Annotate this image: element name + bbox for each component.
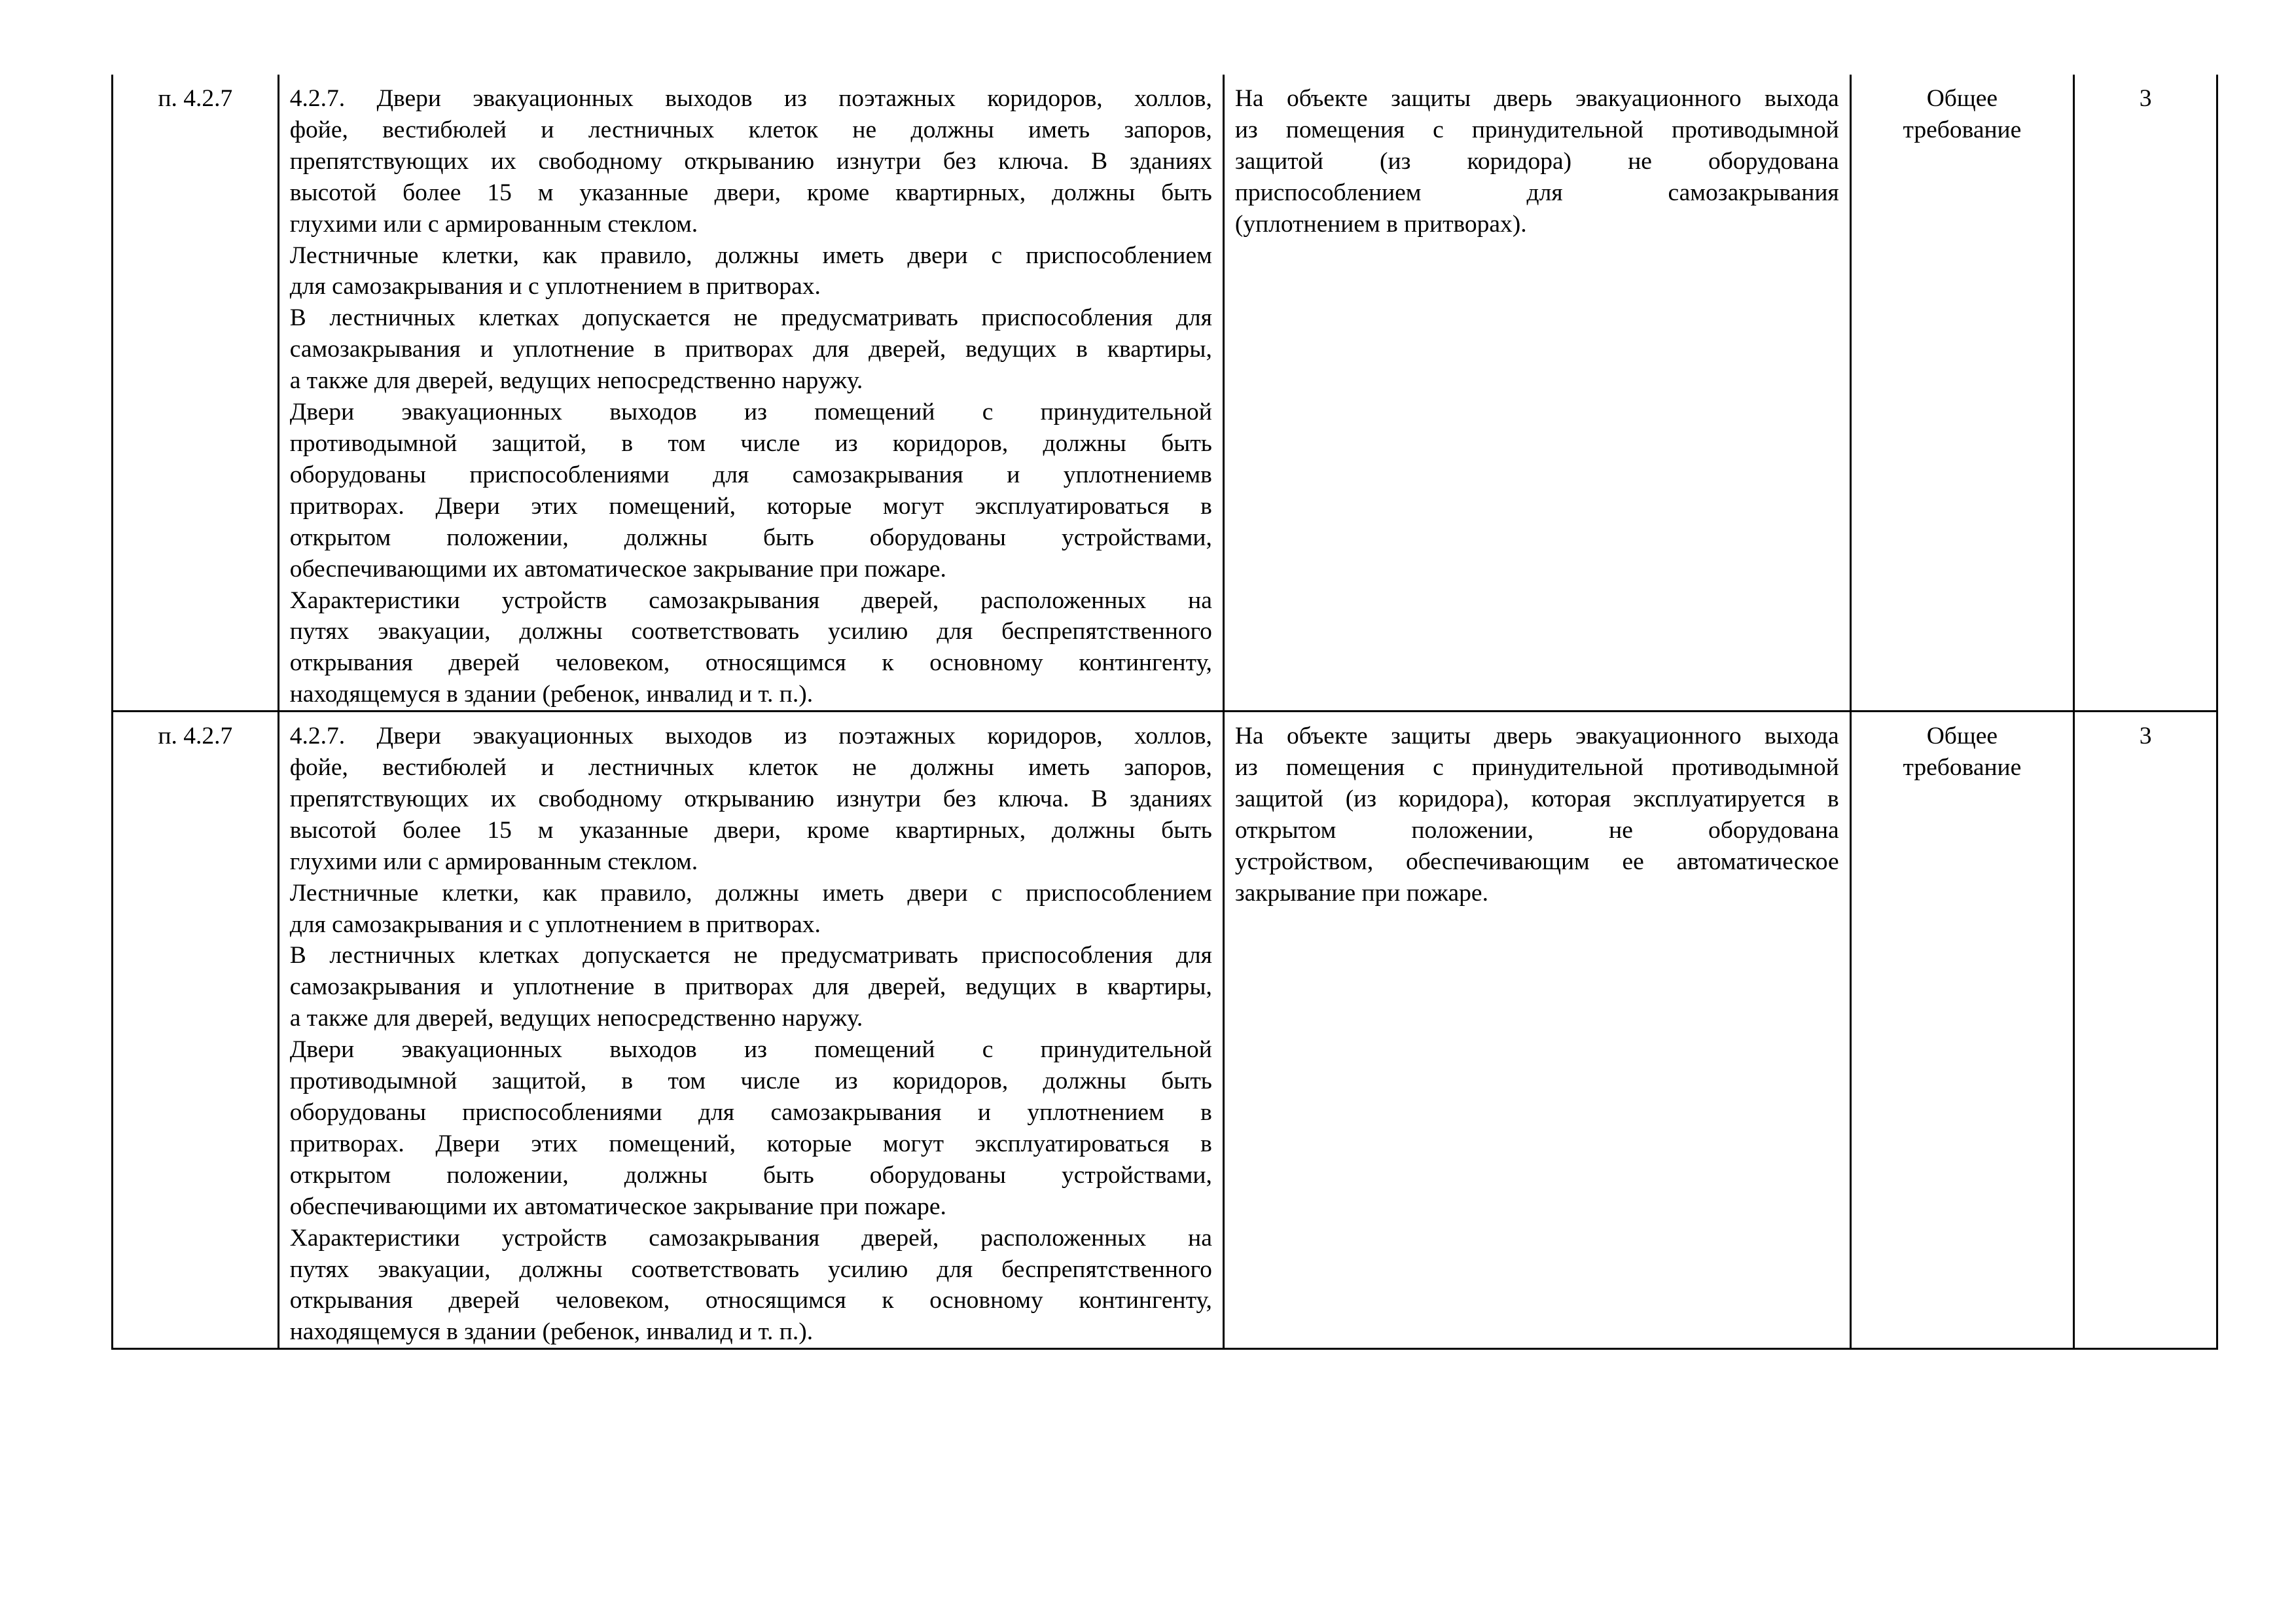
violation-text-cell: [1223, 75, 1850, 712]
requirement-line: 4.2.7. Двери эвакуационных выходов из поэтажных коридоров, холлов,: [289, 723, 1212, 750]
requirement-line: для самозакрывания и с уплотнением в притворах.: [289, 911, 821, 938]
inspection-table: [111, 75, 2218, 1350]
requirement-line: противодымной защитой, в том числе из коридоров, должны быть: [289, 429, 1212, 457]
requirement-line: для самозакрывания и с уплотнением в притворах.: [289, 273, 821, 300]
requirement-line: оборудованы приспособлениями для самозакрывания и уплотнениемв: [289, 461, 1212, 488]
requirement-line: Двери эвакуационных выходов из помещений с принудительной: [289, 399, 1212, 426]
requirement-line: глухими или с армированным стеклом.: [289, 848, 698, 875]
violation-line: (уплотнением в притворах).: [1234, 210, 1527, 238]
requirement-line: глухими или с армированным стеклом.: [289, 210, 698, 238]
requirement-text-cell: [278, 75, 1223, 712]
clause-ref-cell: п. 4.2.7: [113, 712, 279, 1349]
requirement-line: препятствующих их свободному открыванию изнутри без ключа. В зданиях: [289, 785, 1212, 812]
requirement-line: обеспечивающими их автоматическое закрывание при пожаре.: [289, 555, 946, 583]
clause-ref-cell: п. 4.2.7: [113, 75, 279, 712]
violation-line: приспособлением для самозакрывания: [1234, 179, 1839, 206]
violation-line: На объекте защиты дверь эвакуационного выхода: [1234, 85, 1839, 112]
requirement-type-line: требование: [1903, 116, 2022, 143]
violation-line: из помещения с принудительной противодымной: [1234, 754, 1839, 782]
requirement-line: открытом положении, должны быть оборудованы устройствами,: [289, 524, 1212, 551]
table-row: [113, 712, 2217, 1349]
requirement-line: обеспечивающими их автоматическое закрывание при пожаре.: [289, 1193, 946, 1220]
violation-line: из помещения с принудительной противодымной: [1234, 116, 1839, 143]
violation-line: устройством, обеспечивающим ее автоматическое: [1234, 848, 1839, 875]
table-body: [113, 75, 2217, 1349]
requirement-line: путях эвакуации, должны соответствовать усилию для беспрепятственного: [289, 618, 1212, 645]
requirement-line: а также для дверей, ведущих непосредственно наружу.: [289, 1005, 863, 1032]
requirement-line: находящемуся в здании (ребенок, инвалид и т. п.).: [289, 1318, 814, 1346]
requirement-line: открывания дверей человеком, относящимся к основному контингенту,: [289, 649, 1212, 677]
count-cell: 3: [2074, 712, 2217, 1349]
requirement-line: Лестничные клетки, как правило, должны иметь двери с приспособлением: [289, 242, 1212, 269]
requirement-line: препятствующих их свободному открыванию изнутри без ключа. В зданиях: [289, 147, 1212, 175]
requirement-line: Лестничные клетки, как правило, должны иметь двери с приспособлением: [289, 879, 1212, 907]
count-cell: 3: [2074, 75, 2217, 712]
requirement-type-cell: [1850, 75, 2073, 712]
requirement-line: самозакрывания и уплотнение в притворах для дверей, ведущих в квартиры,: [289, 973, 1212, 1001]
requirement-line: притворах. Двери этих помещений, которые могут эксплуатироваться в: [289, 1130, 1212, 1157]
requirement-line: Характеристики устройств самозакрывания дверей, расположенных на: [289, 1224, 1212, 1252]
requirement-line: оборудованы приспособлениями для самозакрывания и уплотнением в: [289, 1099, 1212, 1126]
requirement-line: В лестничных клетках допускается не предусматривать приспособления для: [289, 304, 1212, 332]
requirement-line: открытом положении, должны быть оборудованы устройствами,: [289, 1161, 1212, 1189]
requirement-line: Характеристики устройств самозакрывания дверей, расположенных на: [289, 586, 1212, 614]
violation-line: На объекте защиты дверь эвакуационного выхода: [1234, 723, 1839, 750]
requirement-line: а также для дверей, ведущих непосредственно наружу.: [289, 367, 863, 395]
violation-line: закрывание при пожаре.: [1234, 879, 1488, 907]
requirement-text-cell: [278, 712, 1223, 1349]
requirement-type-cell: [1850, 712, 2073, 1349]
violation-text-cell: [1223, 712, 1850, 1349]
requirement-line: самозакрывания и уплотнение в притворах для дверей, ведущих в квартиры,: [289, 336, 1212, 363]
requirement-type-line: требование: [1903, 754, 2022, 782]
requirement-line: открывания дверей человеком, относящимся к основному контингенту,: [289, 1287, 1212, 1314]
requirement-line: притворах. Двери этих помещений, которые могут эксплуатироваться в: [289, 492, 1212, 520]
violation-line: защитой (из коридора) не оборудована: [1234, 147, 1839, 175]
requirement-type-line: Общее: [1926, 85, 1998, 112]
requirement-line: фойе, вестибюлей и лестничных клеток не должны иметь запоров,: [289, 754, 1212, 782]
violation-line: защитой (из коридора), которая эксплуатируется в: [1234, 785, 1839, 812]
requirement-line: Двери эвакуационных выходов из помещений с принудительной: [289, 1036, 1212, 1064]
requirement-line: путях эвакуации, должны соответствовать усилию для беспрепятственного: [289, 1255, 1212, 1283]
requirement-line: противодымной защитой, в том числе из коридоров, должны быть: [289, 1068, 1212, 1095]
requirement-line: находящемуся в здании (ребенок, инвалид и т. п.).: [289, 681, 814, 708]
requirement-line: фойе, вестибюлей и лестничных клеток не должны иметь запоров,: [289, 116, 1212, 143]
requirement-line: высотой более 15 м указанные двери, кроме квартирных, должны быть: [289, 816, 1212, 844]
requirement-line: высотой более 15 м указанные двери, кроме квартирных, должны быть: [289, 179, 1212, 206]
table-row: [113, 75, 2217, 712]
requirement-line: 4.2.7. Двери эвакуационных выходов из поэтажных коридоров, холлов,: [289, 85, 1212, 112]
requirement-type-line: Общее: [1926, 723, 1998, 750]
requirement-line: В лестничных клетках допускается не предусматривать приспособления для: [289, 942, 1212, 969]
violation-line: открытом положении, не оборудована: [1234, 816, 1839, 844]
